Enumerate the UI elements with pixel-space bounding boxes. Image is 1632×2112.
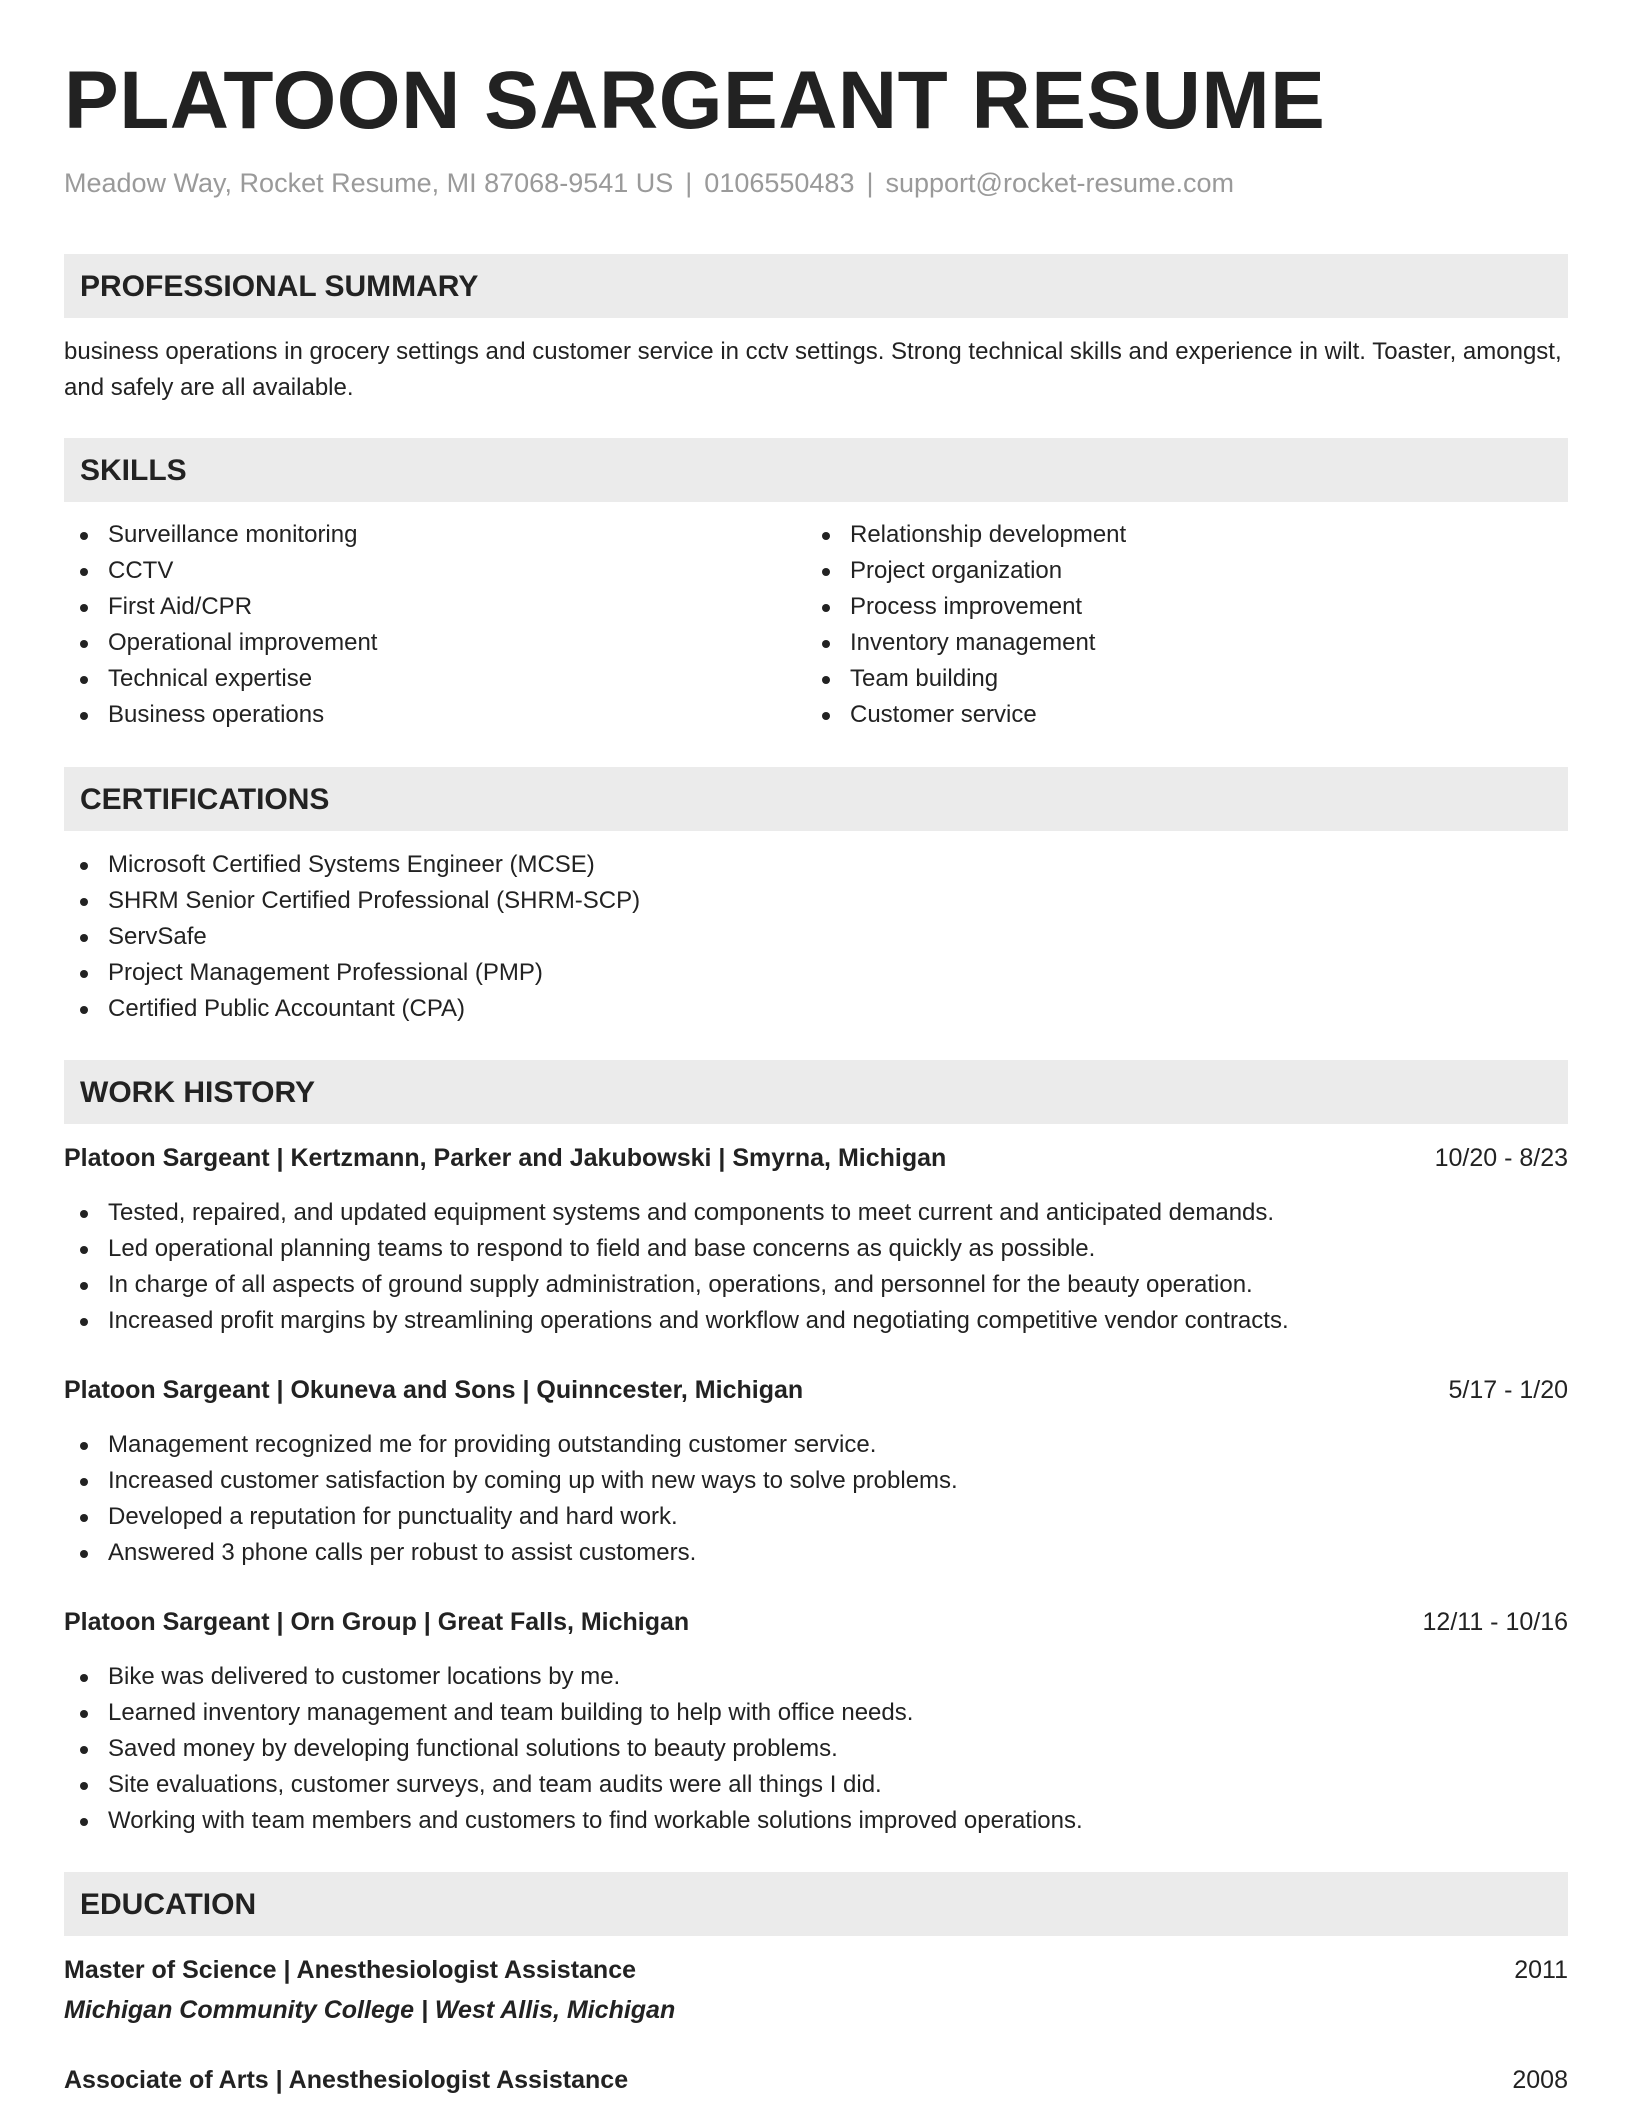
skill-item: Relationship development	[806, 517, 1126, 553]
job-title: Platoon Sargeant | Kertzmann, Parker and Jakubowski | Smyrna, Michigan	[64, 1144, 947, 1172]
certification-item: SHRM Senior Certified Professional (SHRM-SCP)	[64, 883, 640, 919]
contact-separator: |	[685, 168, 693, 198]
job-title: Platoon Sargeant | Orn Group | Great Falls, Michigan	[64, 1608, 690, 1636]
skill-item: Business operations	[64, 697, 377, 733]
skills-list-left	[64, 517, 377, 733]
certification-item: ServSafe	[64, 919, 640, 955]
skill-item: CCTV	[64, 553, 377, 589]
resume-title: PLATOON SARGEANT RESUME	[64, 55, 1326, 146]
job-bullet: Developed a reputation for punctuality and hard work.	[64, 1499, 958, 1535]
education-section-header	[64, 1872, 1568, 1936]
job-bullets	[64, 1195, 1289, 1339]
skill-item: Technical expertise	[64, 661, 377, 697]
certification-item: Project Management Professional (PMP)	[64, 955, 640, 991]
certification-item: Certified Public Accountant (CPA)	[64, 991, 640, 1027]
job-bullet: Answered 3 phone calls per robust to assist customers.	[64, 1535, 958, 1571]
job-bullet: In charge of all aspects of ground supply administration, operations, and personnel for the beauty operation.	[64, 1267, 1289, 1303]
education-entry-header	[64, 1952, 1568, 1988]
skill-item: Customer service	[806, 697, 1126, 733]
education-degree: Master of Science | Anesthesiologist Assistance	[64, 1956, 636, 1984]
skill-item: Inventory management	[806, 625, 1126, 661]
skill-item: Process improvement	[806, 589, 1126, 625]
job-bullet: Management recognized me for providing outstanding customer service.	[64, 1427, 958, 1463]
skill-item: First Aid/CPR	[64, 589, 377, 625]
certifications-list	[64, 847, 640, 1027]
education-entry-header	[64, 2062, 1568, 2098]
skills-section-header	[64, 438, 1568, 502]
summary-text: business operations in grocery settings and customer service in cctv settings. Strong technical skills and experience in wilt. Toaster, amongst, and safely are all available.	[64, 338, 1562, 401]
job-bullets	[64, 1659, 1083, 1839]
job-title: Platoon Sargeant | Okuneva and Sons | Quinncester, Michigan	[64, 1376, 804, 1404]
contact-email[interactable]: support@rocket-resume.com	[885, 168, 1235, 198]
job-bullet: Led operational planning teams to respond to field and base concerns as quickly as possible.	[64, 1231, 1289, 1267]
job-bullet: Bike was delivered to customer locations by me.	[64, 1659, 1083, 1695]
job-header	[64, 1372, 1568, 1408]
work-heading: WORK HISTORY	[80, 1076, 316, 1109]
job-bullet: Saved money by developing functional solutions to beauty problems.	[64, 1731, 1083, 1767]
certifications-heading: CERTIFICATIONS	[80, 783, 330, 816]
job-header	[64, 1604, 1568, 1640]
work-section-header	[64, 1060, 1568, 1124]
summary-section-header	[64, 254, 1568, 318]
job-bullets	[64, 1427, 958, 1571]
skill-item: Team building	[806, 661, 1126, 697]
skills-heading: SKILLS	[80, 454, 187, 487]
education-year: 2008	[1512, 2066, 1568, 2094]
job-bullet: Site evaluations, customer surveys, and team audits were all things I did.	[64, 1767, 1083, 1803]
job-dates: 10/20 - 8/23	[1434, 1144, 1568, 1172]
education-heading: EDUCATION	[80, 1888, 257, 1921]
skill-item: Project organization	[806, 553, 1126, 589]
contact-separator: |	[866, 168, 874, 198]
education-year: 2011	[1514, 1956, 1568, 1984]
job-dates: 5/17 - 1/20	[1448, 1376, 1568, 1404]
job-bullet: Learned inventory management and team building to help with office needs.	[64, 1695, 1083, 1731]
skill-item: Operational improvement	[64, 625, 377, 661]
certification-item: Microsoft Certified Systems Engineer (MCSE)	[64, 847, 640, 883]
job-bullet: Increased profit margins by streamlining operations and workflow and negotiating competitive vendor contracts.	[64, 1303, 1289, 1339]
job-bullet: Tested, repaired, and updated equipment systems and components to meet current and anticipated demands.	[64, 1195, 1289, 1231]
education-degree: Associate of Arts | Anesthesiologist Assistance	[64, 2066, 629, 2094]
summary-heading: PROFESSIONAL SUMMARY	[80, 270, 479, 303]
certifications-section-header	[64, 767, 1568, 831]
education-school: Michigan Community College | West Allis, Michigan	[64, 1996, 676, 2024]
skill-item: Surveillance monitoring	[64, 517, 377, 553]
job-header	[64, 1140, 1568, 1176]
job-bullet: Working with team members and customers to find workable solutions improved operations.	[64, 1803, 1083, 1839]
job-dates: 12/11 - 10/16	[1422, 1608, 1568, 1636]
job-bullet: Increased customer satisfaction by coming up with new ways to solve problems.	[64, 1463, 958, 1499]
contact-phone: 0106550483	[704, 168, 855, 198]
contact-line	[64, 166, 1234, 201]
contact-address: Meadow Way, Rocket Resume, MI 87068-9541 US	[64, 168, 674, 198]
skills-list-right	[806, 517, 1126, 733]
